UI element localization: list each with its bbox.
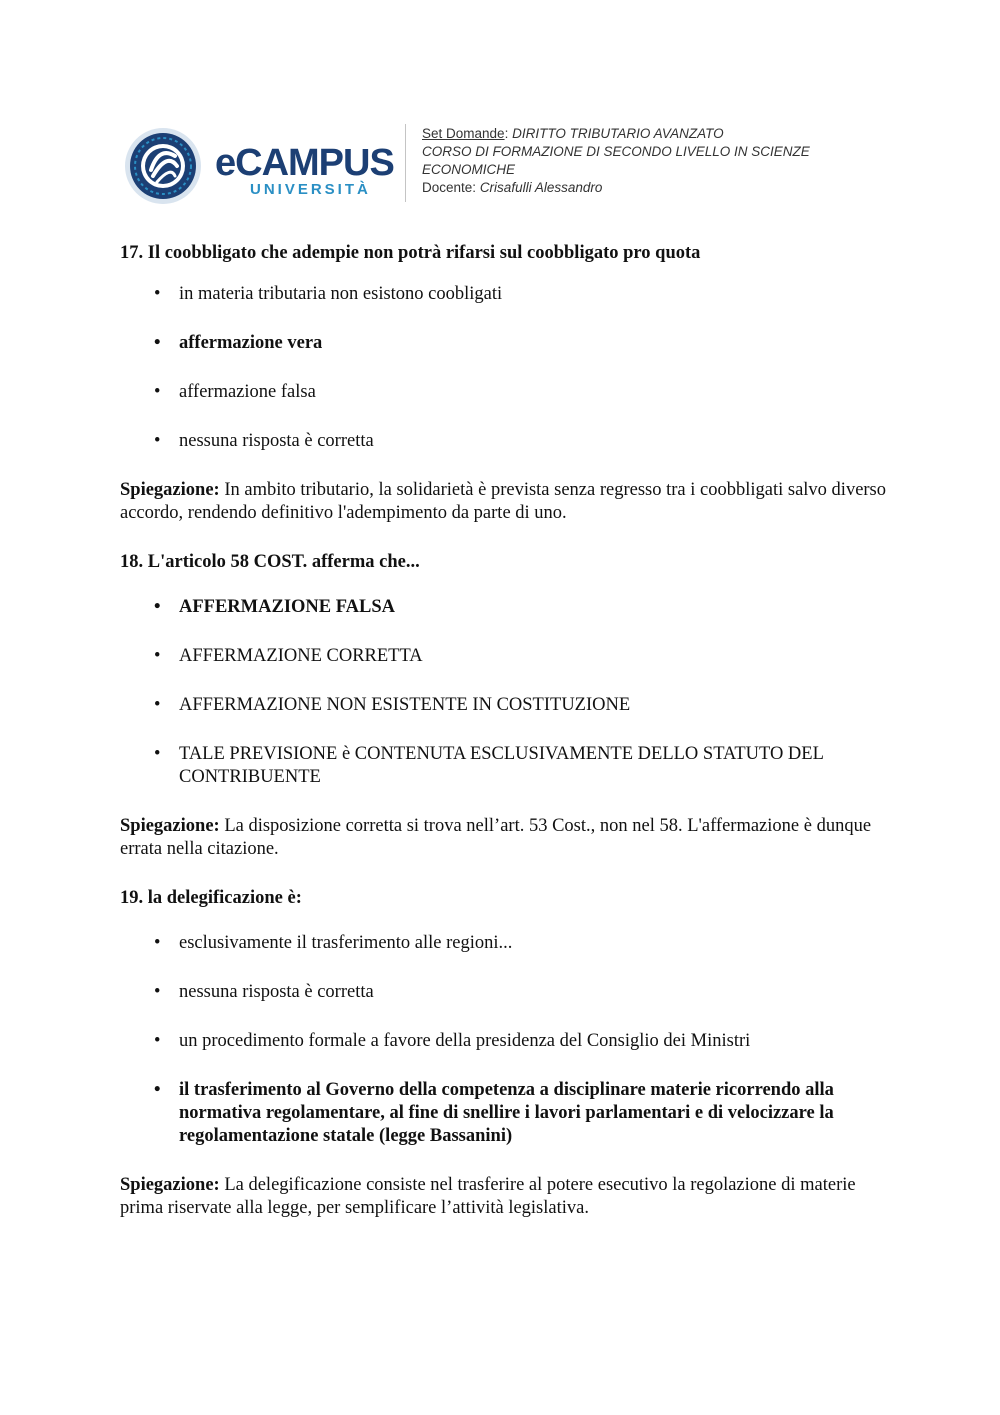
option-item: [120, 694, 890, 717]
option-text: AFFERMAZIONE FALSA: [179, 597, 396, 617]
bullet-icon: •: [154, 431, 161, 451]
set-title: DIRITTO TRIBUTARIO AVANZATO: [512, 126, 724, 141]
explanation-label: Spiegazione:: [120, 816, 220, 836]
option-item-correct: [120, 596, 890, 619]
option-text: nessuna risposta è corretta: [179, 431, 374, 451]
question-block: [120, 549, 890, 861]
bullet-icon: •: [154, 695, 161, 715]
explanation: [120, 815, 890, 861]
option-text: AFFERMAZIONE CORRETTA: [179, 646, 423, 666]
course-title: CORSO DI FORMAZIONE DI SECONDO LIVELLO IN SCIENZE ECONOMICHE: [422, 144, 810, 177]
bullet-icon: •: [154, 744, 161, 764]
option-text: nessuna risposta è corretta: [179, 982, 374, 1002]
option-text: affermazione falsa: [179, 382, 316, 402]
bullet-icon: •: [154, 382, 161, 402]
ecampus-logo: [120, 124, 410, 204]
option-text: TALE PREVISIONE è CONTENUTA ESCLUSIVAMENTE DELLO STATUTO DEL CONTRIBUENTE: [179, 744, 824, 787]
docente-line: [422, 179, 882, 197]
course-info: [422, 125, 882, 197]
bullet-icon: •: [154, 1080, 161, 1100]
explanation-text: La disposizione corretta si trova nell’art. 53 Cost., non nel 58. L'affermazione è dunque errata nella citazione.: [120, 816, 872, 859]
bullet-icon: •: [154, 982, 161, 1002]
option-item-correct: [120, 1079, 890, 1148]
explanation-label: Spiegazione:: [120, 480, 220, 500]
question-block: [120, 885, 890, 1220]
options-list: [120, 596, 890, 789]
option-item: [120, 743, 890, 789]
question-block: [120, 240, 890, 525]
option-text: in materia tributaria non esistono coobligati: [179, 284, 503, 304]
ecampus-emblem-icon: [123, 126, 203, 206]
docente-label: Docente:: [422, 180, 477, 195]
logo-wordmark: eCAMPUS: [215, 142, 394, 184]
explanation: [120, 479, 890, 525]
option-item: [120, 932, 890, 955]
explanation-text: La delegificazione consiste nel trasferire al potere esecutivo la regolazione di materie prima riservate alla legge, per semplificare l’attività legislativa.: [120, 1175, 856, 1218]
bullet-icon: •: [154, 333, 161, 353]
option-item: [120, 381, 890, 404]
option-item: [120, 981, 890, 1004]
bullet-icon: •: [154, 1031, 161, 1051]
option-text: il trasferimento al Governo della competenza a disciplinare materie ricorrendo alla normativa regolamentare, al fine di snellire i lavori parlamentari e di velocizzare la regolamentazione statale (legge Bassanini): [179, 1080, 834, 1146]
option-text: AFFERMAZIONE NON ESISTENTE IN COSTITUZIONE: [179, 695, 631, 715]
option-item: [120, 430, 890, 453]
page-header: [120, 120, 900, 210]
set-line: Set Domande: DIRITTO TRIBUTARIO AVANZATO: [422, 126, 724, 141]
explanation-label: Spiegazione:: [120, 1175, 220, 1195]
option-item: [120, 645, 890, 668]
bullet-icon: •: [154, 597, 161, 617]
option-item: [120, 1030, 890, 1053]
question-title: 18. L'articolo 58 COST. afferma che...: [120, 552, 420, 572]
option-text: un procedimento formale a favore della presidenza del Consiglio dei Ministri: [179, 1031, 751, 1051]
explanation-text: In ambito tributario, la solidarietà è prevista senza regresso tra i coobbligati salvo diverso accordo, rendendo definitivo l'adempimento da parte di uno.: [120, 480, 887, 523]
option-item-correct: [120, 332, 890, 355]
bullet-icon: •: [154, 933, 161, 953]
question-title: 17. Il coobbligato che adempie non potrà rifarsi sul coobbligato pro quota: [120, 243, 701, 263]
option-text: esclusivamente il trasferimento alle regioni...: [179, 933, 513, 953]
explanation: [120, 1174, 890, 1220]
docente-name: Crisafulli Alessandro: [479, 180, 603, 195]
set-label: Set Domande: [422, 126, 505, 141]
document-body: [120, 240, 890, 1244]
course-line: [422, 143, 882, 179]
options-list: [120, 932, 890, 1148]
bullet-icon: •: [154, 284, 161, 304]
logo-subtitle: UNIVERSITÀ: [250, 181, 371, 198]
option-text: affermazione vera: [179, 333, 323, 353]
header-divider: [405, 124, 406, 202]
bullet-icon: •: [154, 646, 161, 666]
option-item: [120, 283, 890, 306]
options-list: [120, 283, 890, 453]
question-title: 19. la delegificazione è:: [120, 888, 302, 908]
